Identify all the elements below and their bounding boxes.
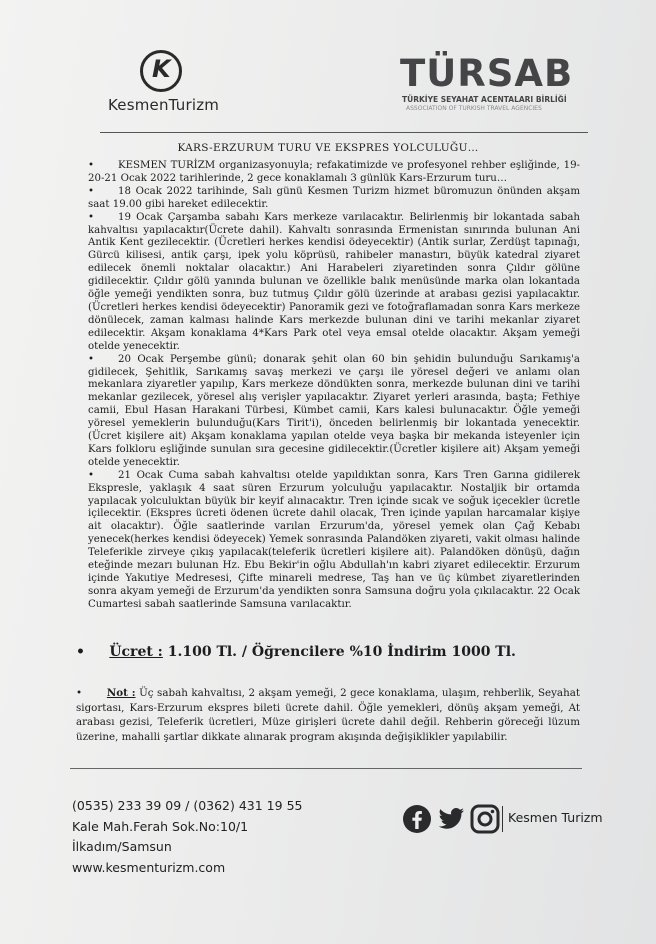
- itinerary-body: [88, 160, 580, 612]
- note-label: Not :: [106, 687, 136, 699]
- brand-separator: [502, 806, 503, 832]
- address-line-2: İlkadım/Samsun: [72, 839, 172, 854]
- footer-brand-name: Kesmen Turizm: [508, 810, 603, 825]
- contact-block: [72, 796, 302, 878]
- instagram-icon: [470, 804, 500, 834]
- price-value: 1.100 Tl. / Öğrencilere %10 İndirim 1000 Tl.: [162, 644, 516, 660]
- kesmen-logo-mark: K: [140, 50, 182, 92]
- facebook-icon: [402, 804, 432, 834]
- tursab-logo: [400, 54, 575, 124]
- twitter-icon: [436, 804, 466, 834]
- kesmen-logo-text: KesmenTurizm: [108, 96, 220, 114]
- paragraph-departure: • 18 Ocak 2022 tarihinde, Salı günü Kesmen Turizm hizmet büromuzun önünden akşam saat 19.00 gibi hareket edilecektir.: [88, 185, 580, 210]
- website-link: www.kesmenturizm.com: [72, 859, 226, 875]
- paragraph-day-19: • 19 Ocak Çarşamba sabahı Kars merkeze varılacaktır. Belirlenmiş bir lokantada sabah kahvaltısı yapılacaktır(Ücrete dahil). Kahvaltı sonrasında Ermenistan sınırında bulunan Ani Antik Kent gezilecektir. (Ücretleri herkes kendisi ödeyecektir) (Antik surlar, Zerdüşt tapınağı, Gürcü kilisesi, antik çarşı, ipek yolu köprüsü, rahibeler manastırı, büyük katedral ziyaret edilecek önemli noktalar olacaktır.) Ani Harabeleri ziyaretinden sonra Çıldır gölüne gidilecektir. Çıldır gölü yanında bulunan ve özellikle balık menüsünde marka olan lokantada öğle yemeği yendikten sonra, buz tutmuş Çıldır gölü üzerinde at arabası gezisi yapılacaktır.(Ücretleri herkes kendisi ödeyecektir) Panoramik gezi ve fotoğraflamadan sonra Kars merkeze dönülecek, zaman kalması halinde Kars merkezde bulunan dini ve tarihi mekanlar ziyaret edilecektir. Akşam konaklama 4*Kars Park otel veya emsal otelde olacaktır. Akşam yemeği otelde yenecektir.: [88, 211, 580, 352]
- paragraph-day-20: • 20 Ocak Perşembe günü; donarak şehit olan 60 bin şehidin bulunduğu Sarıkamış'a gidilecek, Şehitlik, Sarıkamış savaş merkezi ve çarşı ile yöresel değeri ve anlamı olan mekanlara ziyaretler yapılıp, Kars merkeze döndükten sonra, merkezde bulunan dini ve tarihi mekanlar gezilecek, yöresel alış verişler yapılacaktır. Ziyaret yerleri arasında, başta; Fethiye camii, Ebul Hasan Harakani Türbesi, Kümbet camii, Kars kalesi bulunacaktır. Öğle yemeği yöresel yemeklerin bulunduğu(Kars Tirit'i), önceden belirlenmiş bir lokantada yenecektir.(Ücret kişilere ait) Akşam konaklama yapılan otelde veya başka bir mekanda isteyenler için Kars folkloru eşliğinde sunulan sıra gecesine gidilecektir.(Ücretler kişilere ait) Akşam yemeği otelde yenecektir.: [88, 353, 580, 468]
- document-title: KARS-ERZURUM TURU VE EKSPRES YOLCULUĞU…: [177, 142, 479, 154]
- kesmen-logo: [100, 44, 230, 116]
- price-label: Ücret :: [109, 644, 163, 660]
- paragraph-intro: • KESMEN TURİZM organizasyonuyla; refakatimizde ve profesyonel rehber eşliğinde, 19-20-21 Ocak 2022 tarihlerinde, 2 gece konaklamalı 3 günlük Kars-Erzurum turu…: [88, 160, 580, 184]
- address-line-1: Kale Mah.Ferah Sok.No:10/1: [72, 818, 249, 834]
- phone-numbers: (0535) 233 39 09 / (0362) 431 19 55: [72, 798, 303, 813]
- tursab-logo-subtitle-en: ASSOCIATION OF TURKISH TRAVEL AGENCIES: [406, 105, 542, 112]
- paragraph-day-21: • 21 Ocak Cuma sabah kahvaltısı otelde yapıldıktan sonra, Kars Tren Garına gidilerek Ekspresle, yaklaşık 4 saat süren Erzurum yolculuğu yapılacaktır. Nostaljik bir ortamda yapılacak yolculuktan büyük bir keyif alınacaktır. Tren içinde sıcak ve soğuk içecekler ücretle içilecektir. (Ekspres ücreti ödenen ücrete dahil olacak, Tren içinde yapılan harcamalar kişiye ait olacaktır). Öğle saatlerinde varılan Erzurum'da, yöresel yemek olan Çağ Kebabı yenecek(herkes kendisi ödeyecek) Yemek sonrasında Palandöken ziyareti, vakit olması halinde Teleferikle zirveye çıkış yapılacak(teleferik ücretleri kişilere ait). Palandöken dönüşü, dağın eteğinde mezarı bulunan Hz. Ebu Bekir'in oğlu Abdullah'ın kabri ziyaret edilecektir. Erzurum içinde Yakutiye Medresesi, Çifte minareli medrese, Taş han ve üç kümbet ziyaretlerinden sonra akyam yemeği de Erzurum'da yendikten sonra Samsuna doğru yola çıkılacaktır. 22 Ocak Cumartesi sabah saatlerinde Samsuna varılacaktır.: [88, 469, 580, 610]
- tursab-logo-name: TÜRSAB: [400, 52, 574, 95]
- header-divider: [100, 132, 588, 133]
- note-paragraph: • Not : Üç sabah kahvaltısı, 2 akşam yemeği, 2 gece konaklama, ulaşım, rehberlik, Seyahat sigortası, Kars-Erzurum ekspres bileti ücrete dahil. Öğle yemekleri, dönüş akşam yemeği, At arabası gezisi, Teleferik ücretleri, Müze girişleri ücrete dahil değil. Rehberin göreceği lüzum üzerine, mahalli şartlar dikkate alınarak program akışında değişiklikler yapılabilir.: [76, 687, 580, 743]
- note-text: Üç sabah kahvaltısı, 2 akşam yemeği, 2 gece konaklama, ulaşım, rehberlik, Seyahat sigortası, Kars-Erzurum ekspres bileti ücrete dahil. Öğle yemekleri, dönüş akşam yemeği, At arabası gezisi, Teleferik ücretleri, Müze girişleri ücrete dahil değil. Rehberin göreceği lüzum üzerine, mahalli şartlar dikkate alınarak program akışında değişiklikler yapılabilir.: [76, 687, 580, 743]
- social-bar: [402, 804, 612, 836]
- tursab-logo-subtitle: TÜRKİYE SEYAHAT ACENTALARI BİRLİĞİ: [402, 95, 567, 104]
- price-line: • Ücret : 1.100 Tl. / Öğrencilere %10 İndirim 1000 Tl.: [76, 644, 516, 660]
- footer-divider: [70, 768, 582, 769]
